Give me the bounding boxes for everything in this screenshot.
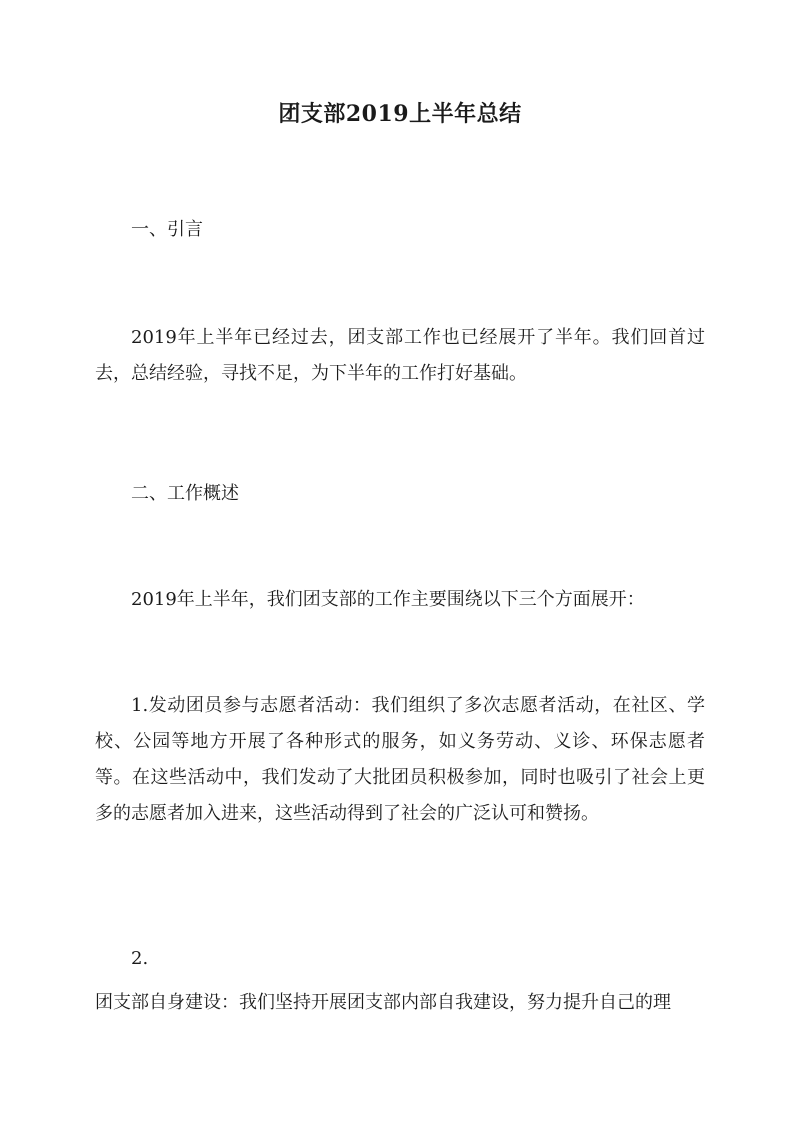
section-heading-introduction: 一、引言 — [131, 219, 203, 240]
list-item-2-number: 2. — [131, 948, 149, 969]
overview-paragraph: 2019年上半年，我们团支部的工作主要围绕以下三个方面展开： — [131, 589, 645, 610]
intro-paragraph: 2019年上半年已经过去，团支部工作也已经展开了半年。我们回首过去，总结经验，寻找不足，为下半年的工作打好基础。 — [95, 327, 705, 384]
section-heading-work-overview: 二、工作概述 — [131, 483, 239, 504]
list-item-2-text: 团支部自身建设：我们坚持开展团支部内部自我建设，努力提升自己的理 — [95, 992, 671, 1013]
list-item-volunteer-activities: 1.发动团员参与志愿者活动：我们组织了多次志愿者活动，在社区、学校、公园等地方开展了各种形式的服务，如义务劳动、义诊、环保志愿者等。在这些活动中，我们发动了大批团员积极参加，同时也吸引了社会上更多的志愿者加入进来，这些活动得到了社会的广泛认可和赞扬。 — [95, 695, 705, 824]
document-title: 团支部2019上半年总结 — [278, 101, 522, 127]
